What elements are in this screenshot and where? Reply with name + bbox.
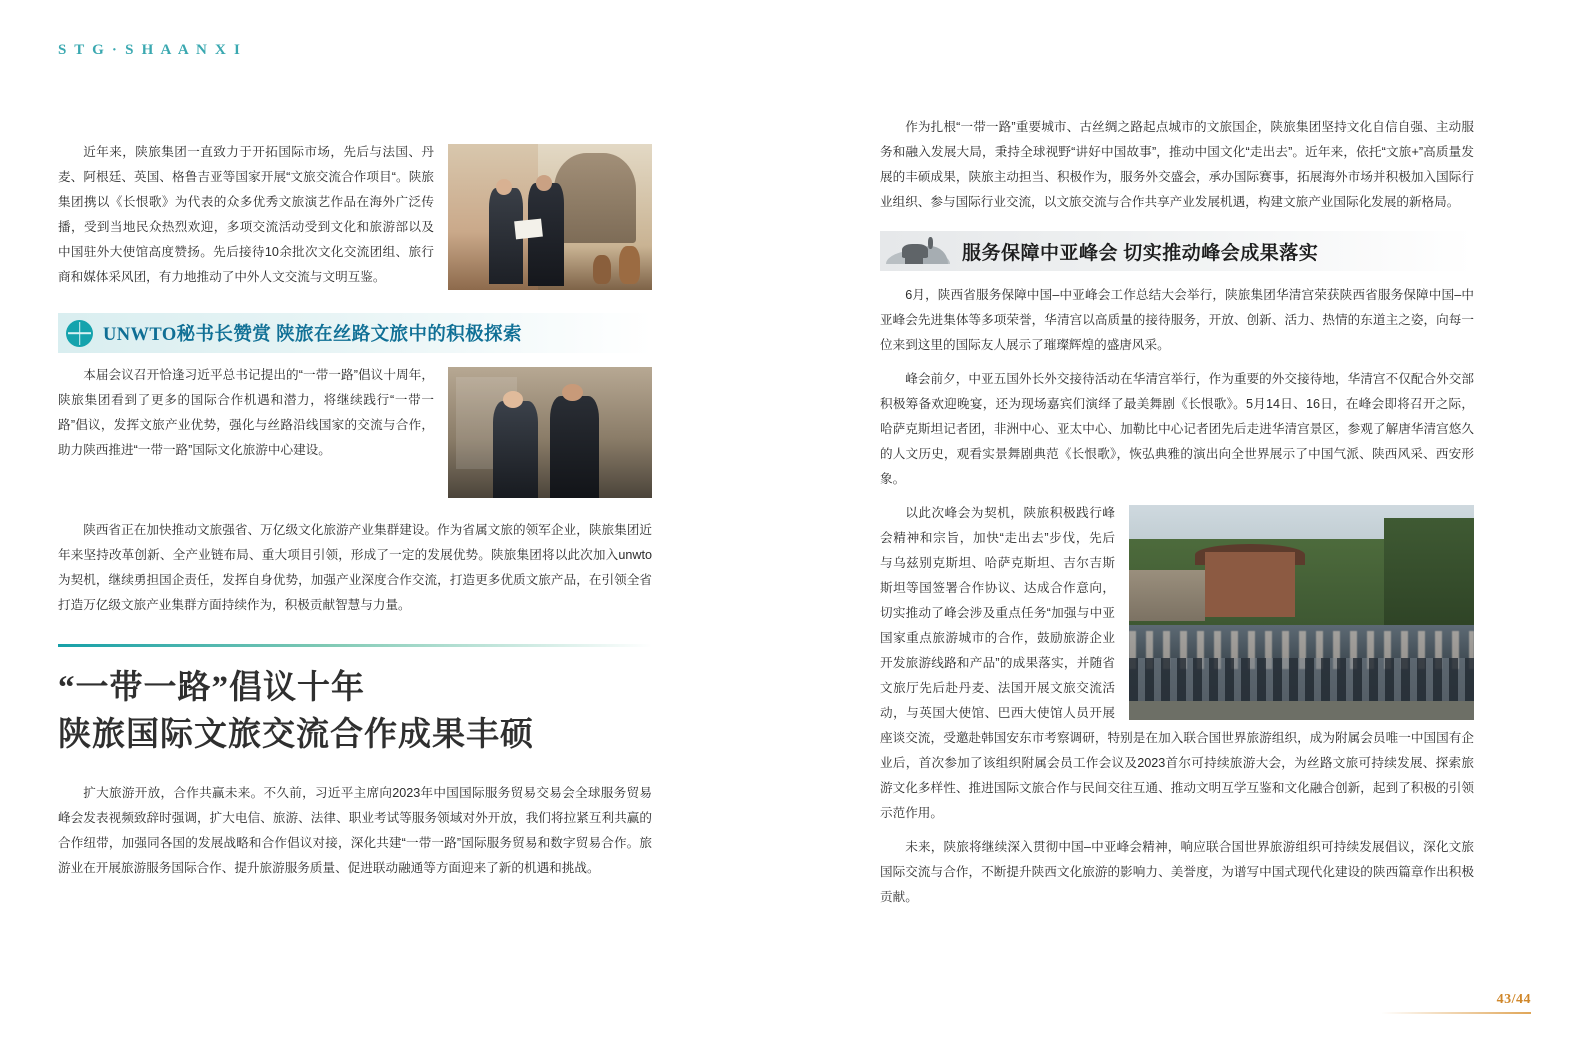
right-paragraph-4: 以此次峰会为契机，陕旅积极践行峰会精神和宗旨，加快“走出去”步伐，先后与乌兹别克斯坦、哈萨克斯坦、吉尔吉斯斯坦等国签署合作协议、达成合作意向，切实推动了峰会涉及重点任务“加强与中亚国家重点旅游城市的合作，鼓励旅游企业开发旅游线路和产品”的成果落实，并随省文旅厅先后赴丹麦、法国开展文旅交流活动，与英国大使馆、巴西大使馆人员开展座谈交流，受邀赴韩国安东市考察调研，特别是在加入联合国世界旅游组织，成为附属会员唯一中国国有企业后，首次参加了该组织附属会员工作会议及2023首尔可持续旅游大会，为丝路文旅可持续发展、探索旅游文化多样性、推进国际文旅合作与民间交往互通、推动文明互学互鉴和文化融合创新，起到了积极的引领示范作用。 (880, 506, 1474, 820)
feature-title-line-1: “一带一路”倡议十年 (58, 670, 365, 706)
section-heading-band (880, 231, 1474, 271)
page-number: 43/44 (1496, 992, 1531, 1007)
feature-title (58, 665, 652, 759)
camel-silk-road-icon (886, 236, 950, 266)
section-heading-text: 服务保障中亚峰会 切实推动峰会成果落实 (962, 242, 1319, 264)
signing-ceremony-photo (448, 144, 652, 290)
globe-icon (66, 320, 93, 347)
right-paragraph-1: 作为扎根“一带一路”重要城市、古丝绸之路起点城市的文旅国企，陕旅集团坚持文化自信自强、主动服务和融入发展大局，秉持全球视野“讲好中国故事”，推动中国文化“走出去”。近年来，依托“文旅+”高质量发展的丰硕成果，陕旅主动担当、积极作为，服务外交盛会，承办国际赛事，拓展海外市场并积极加入国际行业组织、参与国际行业交流，以文旅交流与合作共享产业发展机遇，构建文旅产业国际化发展的新格局。 (880, 120, 1474, 209)
right-paragraph-2: 6月，陕西省服务保障中国–中亚峰会工作总结大会举行，陕旅集团华清宫荣获陕西省服务保障中国–中亚峰会先进集体等多项荣誉，华清宫以高质量的接待服务，开放、创新、活力、热情的东道主之姿，向每一位来到这里的国际友人展示了璀璨辉煌的盛唐风采。 (880, 288, 1474, 352)
unwto-heading-band (58, 313, 652, 353)
two-officials-conversation-photo (448, 367, 652, 498)
group-photo-at-huaqing-palace (1129, 505, 1474, 720)
left-column (58, 140, 652, 890)
left-paragraph-3: 陕西省正在加快推动文旅强省、万亿级文化旅游产业集群建设。作为省属文旅的领军企业，陕旅集团近年来坚持改革创新、全产业链布局、重大项目引领，形成了一定的发展优势。陕旅集团将以此次加入unwto为契机，继续勇担国企责任，发挥自身优势，加强产业深度合作交流，打造更多优质文旅产品，在引领全省打造万亿级文旅产业集群方面持续作为，积极贡献智慧与力量。 (58, 523, 652, 612)
right-column (880, 115, 1474, 919)
left-paragraph-4: 扩大旅游开放，合作共赢未来。不久前，习近平主席向2023年中国国际服务贸易交易会全球服务贸易峰会发表视频致辞时强调，扩大电信、旅游、法律、职业考试等服务领域对外开放，我们将拉紧互利共赢的合作纽带，加强同各国的发展战略和合作倡议对接，深化共建“一带一路”国际服务贸易和数字贸易合作。旅游业在开展旅游服务国际合作、提升旅游服务质量、促进联动融通等方面迎来了新的机遇和挑战。 (58, 786, 652, 875)
folio-rule (1381, 1012, 1531, 1014)
right-paragraph-5: 未来，陕旅将继续深入贯彻中国–中亚峰会精神，响应联合国世界旅游组织可持续发展倡议，深化文旅国际交流与合作，不断提升陕西文化旅游的影响力、美誉度，为谱写中国式现代化建设的陕西篇章作出积极贡献。 (880, 840, 1474, 904)
unwto-heading-text: UNWTO秘书长赞赏 陕旅在丝路文旅中的积极探索 (103, 325, 522, 345)
feature-divider (58, 644, 652, 647)
left-paragraph-1: 近年来，陕旅集团一直致力于开拓国际市场，先后与法国、丹麦、阿根廷、英国、格鲁吉亚等国家开展“文旅交流合作项目“。陕旅集团携以《长恨歌》为代表的众多优秀文旅演艺作品在海外广泛传播，受到当地民众热烈欢迎，多项交流活动受到文化和旅游部以及中国驻外大使馆高度赞扬。先后接待10余批次文化交流团组、旅行商和媒体采风团，有力地推动了中外人文交流与文明互鉴。 (58, 145, 434, 284)
left-paragraph-2: 本届会议召开恰逢习近平总书记提出的“一带一路”倡议十周年，陕旅集团看到了更多的国际合作机遇和潜力，将继续践行“一带一路”倡议，发挥文旅产业优势，强化与丝路沿线国家的交流与合作，助力陕西推进“一带一路”国际文化旅游中心建设。 (58, 368, 434, 457)
feature-title-line-2: 陕旅国际文旅交流合作成果丰硕 (58, 717, 534, 753)
masthead-logo: S T G · S H A A N X I (58, 42, 243, 58)
right-paragraph-3: 峰会前夕，中亚五国外长外交接待活动在华清宫举行，作为重要的外交接待地，华清宫不仅配合外交部积极筹备欢迎晚宴，还为现场嘉宾们演绎了最美舞剧《长恨歌》。5月14日、16日，在峰会即将召开之际，哈萨克斯坦记者团，非洲中心、亚太中心、加勒比中心记者团先后走进华清宫景区，参观了解唐华清宫悠久的人文历史，观看实景舞剧典范《长恨歌》，恢弘典雅的演出向全世界展示了中国气派、陕西风采、西安形象。 (880, 372, 1474, 486)
